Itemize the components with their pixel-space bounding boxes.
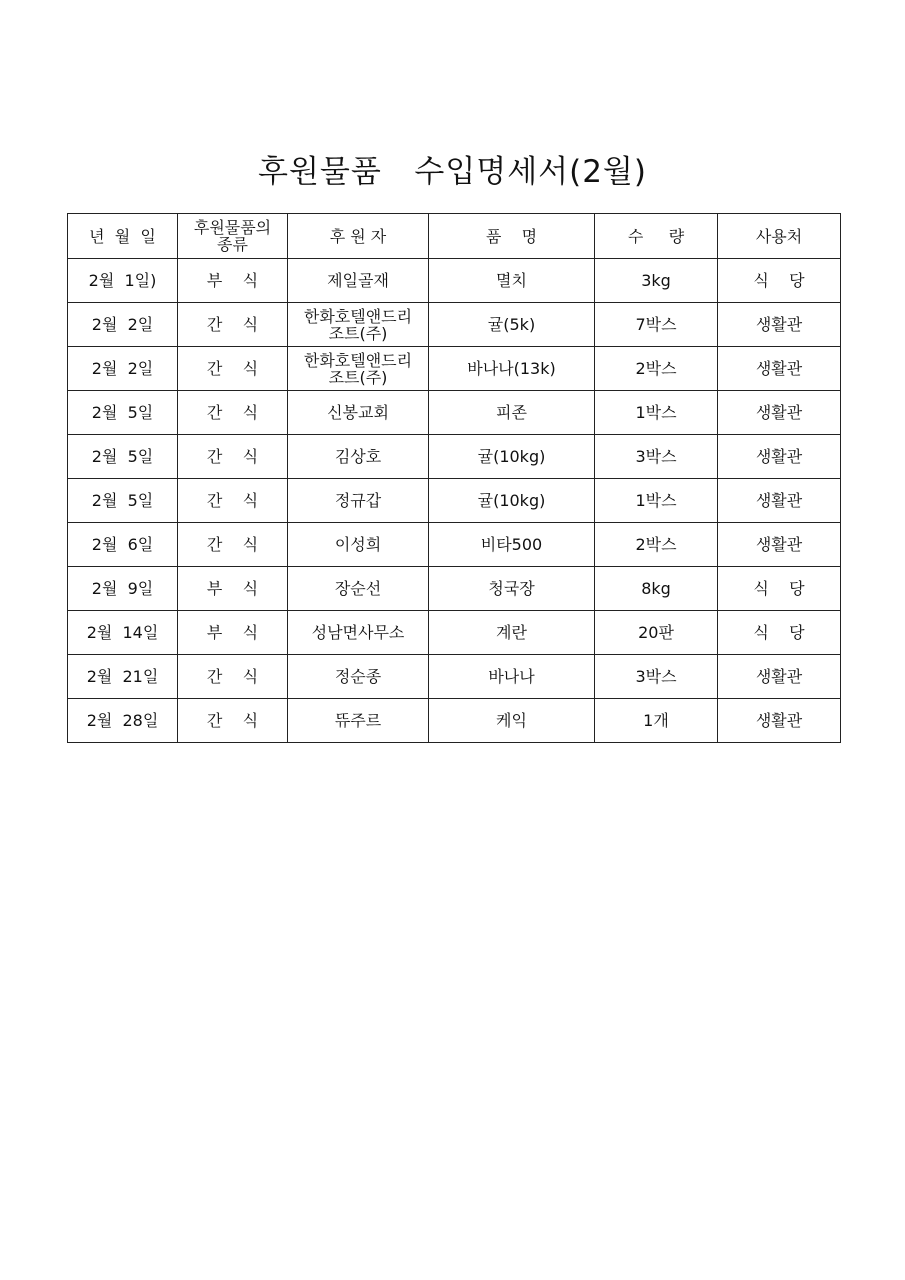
cell-item: 바나나 bbox=[429, 655, 595, 699]
cell-type: 부 식 bbox=[178, 567, 288, 611]
cell-quantity: 3kg bbox=[595, 259, 718, 303]
cell-donor: 정규갑 bbox=[288, 479, 429, 523]
cell-type: 간 식 bbox=[178, 479, 288, 523]
cell-donor: 신봉교회 bbox=[288, 391, 429, 435]
cell-item: 비타500 bbox=[429, 523, 595, 567]
cell-type: 간 식 bbox=[178, 655, 288, 699]
cell-date: 2월 21일 bbox=[68, 655, 178, 699]
cell-item: 멸치 bbox=[429, 259, 595, 303]
cell-type: 부 식 bbox=[178, 259, 288, 303]
column-header-usage: 사용처 bbox=[718, 214, 841, 259]
cell-donor: 이성희 bbox=[288, 523, 429, 567]
column-header-type: 후원물품의 종류 bbox=[178, 214, 288, 259]
cell-date: 2월 28일 bbox=[68, 699, 178, 743]
cell-quantity: 1박스 bbox=[595, 391, 718, 435]
column-header-date: 년 월 일 bbox=[68, 214, 178, 259]
cell-date: 2월 5일 bbox=[68, 479, 178, 523]
cell-quantity: 2박스 bbox=[595, 523, 718, 567]
cell-item: 귤(10kg) bbox=[429, 479, 595, 523]
cell-donor: 한화호텔앤드리 조트(주) bbox=[288, 303, 429, 347]
cell-donor: 정순종 bbox=[288, 655, 429, 699]
cell-donor: 김상호 bbox=[288, 435, 429, 479]
table-row bbox=[68, 611, 841, 655]
table-row bbox=[68, 303, 841, 347]
cell-date: 2월 5일 bbox=[68, 391, 178, 435]
cell-type: 부 식 bbox=[178, 611, 288, 655]
table-row bbox=[68, 435, 841, 479]
cell-quantity: 3박스 bbox=[595, 435, 718, 479]
cell-date: 2월 5일 bbox=[68, 435, 178, 479]
cell-type: 간 식 bbox=[178, 347, 288, 391]
table-row bbox=[68, 567, 841, 611]
cell-usage: 생활관 bbox=[718, 699, 841, 743]
table-row bbox=[68, 259, 841, 303]
cell-donor: 제일골재 bbox=[288, 259, 429, 303]
cell-item: 피존 bbox=[429, 391, 595, 435]
donation-ledger-table bbox=[67, 213, 841, 743]
cell-usage: 생활관 bbox=[718, 303, 841, 347]
cell-type: 간 식 bbox=[178, 523, 288, 567]
table-row bbox=[68, 391, 841, 435]
table-row bbox=[68, 479, 841, 523]
cell-usage: 생활관 bbox=[718, 655, 841, 699]
cell-donor: 한화호텔앤드리 조트(주) bbox=[288, 347, 429, 391]
cell-usage: 생활관 bbox=[718, 479, 841, 523]
cell-quantity: 2박스 bbox=[595, 347, 718, 391]
cell-item: 귤(10kg) bbox=[429, 435, 595, 479]
cell-usage: 생활관 bbox=[718, 391, 841, 435]
table-row bbox=[68, 347, 841, 391]
column-header-donor: 후 원 자 bbox=[288, 214, 429, 259]
table-row bbox=[68, 655, 841, 699]
cell-type: 간 식 bbox=[178, 699, 288, 743]
cell-usage: 식 당 bbox=[718, 611, 841, 655]
cell-usage: 생활관 bbox=[718, 347, 841, 391]
cell-date: 2월 2일 bbox=[68, 303, 178, 347]
page-title: 후원물품 수입명세서(2월) bbox=[258, 154, 647, 190]
cell-type: 간 식 bbox=[178, 435, 288, 479]
column-header-quantity: 수 량 bbox=[595, 214, 718, 259]
table-row bbox=[68, 523, 841, 567]
cell-donor: 장순선 bbox=[288, 567, 429, 611]
cell-date: 2월 9일 bbox=[68, 567, 178, 611]
column-header-item: 품 명 bbox=[429, 214, 595, 259]
cell-quantity: 1박스 bbox=[595, 479, 718, 523]
cell-item: 케익 bbox=[429, 699, 595, 743]
header-row bbox=[68, 214, 841, 259]
cell-item: 청국장 bbox=[429, 567, 595, 611]
cell-item: 계란 bbox=[429, 611, 595, 655]
cell-usage: 생활관 bbox=[718, 523, 841, 567]
cell-item: 바나나(13k) bbox=[429, 347, 595, 391]
cell-donor: 뜌주르 bbox=[288, 699, 429, 743]
cell-quantity: 20판 bbox=[595, 611, 718, 655]
cell-date: 2월 1일) bbox=[68, 259, 178, 303]
cell-date: 2월 14일 bbox=[68, 611, 178, 655]
cell-quantity: 7박스 bbox=[595, 303, 718, 347]
cell-usage: 식 당 bbox=[718, 259, 841, 303]
cell-quantity: 8kg bbox=[595, 567, 718, 611]
cell-type: 간 식 bbox=[178, 391, 288, 435]
cell-date: 2월 2일 bbox=[68, 347, 178, 391]
cell-usage: 생활관 bbox=[718, 435, 841, 479]
cell-quantity: 3박스 bbox=[595, 655, 718, 699]
cell-usage: 식 당 bbox=[718, 567, 841, 611]
cell-item: 귤(5k) bbox=[429, 303, 595, 347]
cell-date: 2월 6일 bbox=[68, 523, 178, 567]
table-row bbox=[68, 699, 841, 743]
cell-donor: 성남면사무소 bbox=[288, 611, 429, 655]
cell-quantity: 1개 bbox=[595, 699, 718, 743]
cell-type: 간 식 bbox=[178, 303, 288, 347]
